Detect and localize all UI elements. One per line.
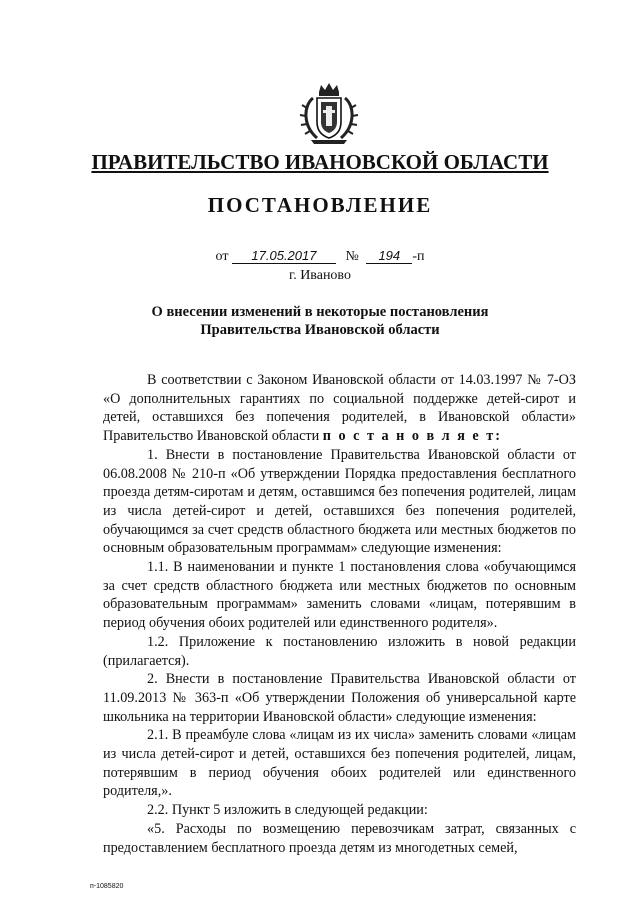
from-label: от — [215, 249, 229, 264]
city: г. Иваново — [289, 268, 351, 283]
paragraph-1-1: 1.1. В наименовании и пункте 1 постановления слова «обучающимся за счет средств областного бюджета или местных бюджетов по основным образовательным программам» заменить словами «лицам, потерявшим в период обучения обоих родителей или единственного родителя». — [103, 559, 576, 632]
document-date: 17.05.2017 — [232, 248, 336, 264]
paragraph-1-2: 1.2. Приложение к постановлению изложить в новой редакции (прилагается). — [103, 633, 576, 669]
paragraph-quote-5: «5. Расходы по возмещению перевозчикам затрат, связанных с предоставлением бесплатного проезда детям из многодетных семей, — [103, 820, 576, 856]
document-body — [103, 371, 576, 857]
paragraph-1: 1. Внести в постановление Правительства Ивановской области от 06.08.2008 № 210-п «Об утверждении Порядка предоставления бесплатного проезда детям-сиротам и детям, оставшимся без попечения родителей, лицам из числа детей-сирот и детей, оставшихся без попечения родителей, обучающимся за счет средств областного бюджета или местных бюджетов по основным образовательным программам» следующие изменения: — [103, 446, 576, 557]
paragraph-2: 2. Внести в постановление Правительства Ивановской области от 11.09.2013 № 363-п «Об утверждении Положения об универсальной карте школьника на территории Ивановской области» следующие изменения: — [103, 671, 576, 725]
document-number: 194 — [366, 248, 412, 264]
subject-line-1: О внесении изменений в некоторые постановления — [151, 304, 489, 320]
document-type-title: ПОСТАНОВЛЕНИЕ — [207, 193, 433, 217]
document-subject — [0, 303, 640, 339]
paragraph-preamble — [103, 371, 576, 446]
ivanovo-coat-of-arms-icon — [299, 82, 359, 146]
paragraph-2-1: 2.1. В преамбуле слова «лицам из их числа» заменить словами «лицам из числа детей-сирот и детей, оставшихся без попечения родителей, лицам, потерявшим в период обучения обоих родителей или единственного родителя,». — [103, 727, 576, 800]
footer-code: п-1085820 — [90, 883, 124, 890]
paragraph-2-2: 2.2. Пункт 5 изложить в следующей редакции: — [147, 802, 428, 819]
number-suffix: -п — [412, 249, 425, 264]
government-title: ПРАВИТЕЛЬСТВО ИВАНОВСКОЙ ОБЛАСТИ — [91, 150, 549, 174]
date-number-line — [0, 248, 640, 265]
number-label: № — [345, 249, 359, 264]
subject-line-2: Правительства Ивановской области — [200, 322, 440, 338]
preamble-text: В соответствии с Законом Ивановской области от 14.03.1997 № 7-ОЗ «О дополнительных гарантиях по социальной поддержке детей-сирот и детей, оставшихся без попечения родителей, в Ивановской области» Правительство Ивановской области — [103, 372, 576, 445]
resolves-word: п о с т а н о в л я е т: — [322, 428, 502, 445]
